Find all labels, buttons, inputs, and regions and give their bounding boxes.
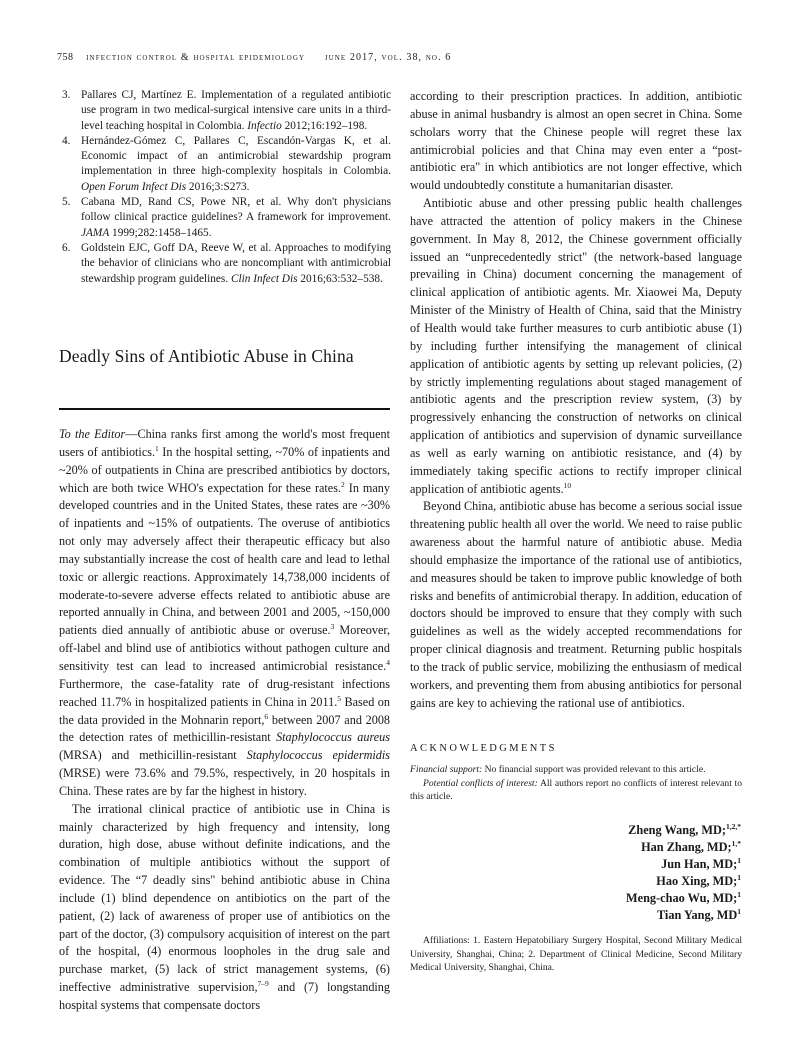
author-item (480, 822, 741, 839)
author-affiliation-sup: 1,2,* (726, 822, 741, 831)
author-list (480, 822, 741, 924)
reference-text: Hernández-Gómez C, Pallares C, Escandón-Vargas K, et al. Economic impact of an antimicrobial stewardship program implementation in three high-complexity hospitals in Colombia. (81, 134, 391, 178)
reference-number: 5. (62, 196, 71, 209)
title-rule-divider (59, 408, 390, 410)
citation-sup: 1 (155, 443, 159, 453)
acknowledgments-heading: ACKNOWLEDGMENTS (410, 743, 557, 754)
reference-item (59, 241, 391, 287)
paragraph-4: Beyond China, antibiotic abuse has become a serious social issue threatening public health all over the world. We need to raise public awareness about the harmful nature of antibiotic abuse. Media should emphasize the importance of the rational use of antibiotics, and measures should be taken to improve public knowledge of both risks and benefits of antimicrobial therapy. In addition, education of doctors should be improved to ensure that they comply with such guidelines as well as the widely accepted recommendations for proper clinical diagnosis and treatment. Returning public hospitals to the track of public service, mobilizing the enthusiasm of medical workers, and preventing them from abusing antibiotics for personal gains are key to achieving the rational use of antibiotics. (410, 499, 742, 710)
article-title: Deadly Sins of Antibiotic Abuse in China (59, 346, 354, 366)
journal-name: infection control & hospital epidemiology (86, 52, 306, 63)
author-name: Zheng Wang, MD; (628, 823, 726, 837)
text: In the hospital setting, ~70% of inpatients and ~20% of outpatients in China are prescribed antibiotics by doctors, which are both twice WHO's expectation for these rates. (59, 444, 390, 495)
financial-support (410, 763, 742, 777)
affiliations: Affiliations: 1. Eastern Hepatobiliary Surgery Hospital, Second Military Medical University, Shanghai, China; 2. Department of Clinical Medicine, Second Military Medical University, Shanghai, China. (410, 935, 742, 974)
reference-journal: JAMA (81, 226, 110, 239)
citation-sup: 2 (341, 479, 345, 489)
author-item (480, 907, 741, 924)
reference-citation: 1999;282:1458–1465. (109, 226, 212, 239)
paragraph-3 (410, 195, 742, 498)
citation-sup: 4 (386, 657, 390, 667)
reference-journal: Infectio (247, 119, 282, 132)
text: Moreover, off-label and blind use of antibiotics without pathogen culture and sensitivity test can lead to increased antimicrobial resistance. (59, 623, 391, 673)
author-name: Tian Yang, MD (656, 908, 738, 922)
conflicts-text: All authors report no conflicts of interest relevant to this article. (410, 777, 742, 803)
text: —China ranks first among the world's most frequent users of antibiotics. (59, 427, 390, 459)
references-section (59, 88, 391, 287)
species-name: Staphylococcus aureus (276, 730, 390, 745)
running-head (57, 52, 757, 63)
author-item (480, 839, 741, 856)
reference-list (59, 88, 391, 287)
conflicts-of-interest (410, 777, 742, 804)
species-name: Staphylococcus epidermidis (246, 748, 390, 763)
reference-item (59, 88, 391, 134)
author-affiliation-sup: 1 (737, 890, 741, 899)
author-item (480, 856, 741, 873)
reference-citation: 2016;63:532–538. (297, 272, 383, 285)
reference-item (59, 134, 391, 195)
page-number: 758 (57, 52, 74, 63)
author-name: Meng-chao Wu, MD; (626, 891, 738, 905)
text: (MRSA) and methicillin-resistant (59, 748, 247, 763)
text: and (7) longstanding hospital systems that compensate doctors (59, 980, 390, 1012)
author-affiliation-sup: 1 (737, 873, 741, 882)
article-body-right (410, 88, 742, 713)
author-item (480, 890, 741, 907)
paragraph-2 (59, 801, 390, 1015)
author-name: Hao Xing, MD; (656, 874, 738, 888)
issue-info: june 2017, vol. 38, no. 6 (324, 52, 452, 63)
paragraph-1 (59, 426, 390, 801)
reference-number: 6. (62, 241, 71, 254)
reference-text: Goldstein EJC, Goff DA, Reeve W, et al. Approaches to modifying the behavior of clinicians who are noncompliant with antimicrobial stewardship program guidelines. (81, 241, 391, 285)
conflicts-label: Potential conflicts of interest: (423, 777, 538, 789)
reference-item (59, 195, 391, 241)
author-affiliation-sup: 1,* (731, 839, 741, 848)
author-item (480, 873, 741, 890)
text: Furthermore, the case-fatality rate of drug-resistant infections reached 11.7% in hospitalized patients in China in 2011. (59, 676, 390, 709)
paragraph-2-continued: according to their prescription practices. In addition, antibiotic abuse in animal husbandry is almost an open secret in China. Some scholars worry that the Chinese people will regret these lax antimicrobial policies and that China may even enter a “post-antibiotic era" in which antibiotics are not longer effective, which would undoubtedly constitute a humanitarian disaster. (410, 89, 742, 193)
reference-number: 3. (62, 89, 71, 101)
citation-sup: 7–9 (257, 979, 269, 989)
text: In many developed countries and in the United States, these rates are ~30% of inpatients and ~15% of outpatients. The overuse of antibiotics not only may adversely affect their therapeutic efficacy but also may substantially increase the cost of health care and lead to lethal toxic or allergic reactions. Approximately 14,738,000 incidents of moderate-to-severe adverse effects related to antibiotic abuse are reported annually in China, and between 2001 and 2005, ~150,000 patients died annually of antibiotic abuse or overuse. (59, 480, 390, 638)
article-body-left (59, 426, 390, 1015)
reference-citation: 2012;16:192–198. (281, 119, 368, 132)
author-affiliation-sup: 1 (737, 856, 741, 865)
author-name: Jun Han, MD; (661, 857, 738, 871)
reference-number: 4. (62, 134, 71, 147)
reference-citation: 2016;3:S273. (186, 180, 250, 193)
text: Based on the data provided in the Mohnarin report, (59, 694, 390, 727)
reference-journal: Open Forum Infect Dis (81, 180, 187, 193)
citation-sup: 3 (330, 622, 335, 632)
author-name: Han Zhang, MD; (641, 840, 732, 854)
reference-text: Pallares CJ, Martínez E. Implementation of a regulated antibiotic use program in two medical-surgical intensive care units in a third-level teaching hospital in Colombia. (81, 89, 391, 132)
author-affiliation-sup: 1 (737, 907, 741, 916)
citation-sup: 6 (264, 711, 269, 721)
text: (MRSE) were 73.6% and 79.5%, respectively, in 20 hospitals in China. These rates are by far the highest in history. (59, 766, 390, 798)
text: between 2007 and 2008 the detection rates of methicillin-resistant (59, 712, 391, 745)
salutation: To the Editor (59, 427, 126, 441)
citation-sup: 10 (563, 480, 572, 490)
reference-text: Cabana MD, Rand CS, Powe NR, et al. Why don't physicians follow clinical practice guidelines? A framework for improvement. (81, 196, 391, 224)
text: Antibiotic abuse and other pressing public health challenges have attracted the attention of policy makers in the Chinese government. In May 8, 2012, the Chinese government officially issued an “unprecedentedly strict" (the network-based language prevailing in China) document concerning the management of clinical application of antibiotic agents. Mr. Xiaowei Ma, Deputy Minister of the Ministry of Health of China, said that the Ministry of Health would take further measures to curb antibiotic abuse (1) by including further intensifying the management of clinical application of antibiotic agents by setting up relevant policies, (2) by strictly implementing regulations about staged management of antibiotic agents and the prescription review system, (3) by progressively enhancing the construction of networks on clinical application of antibiotics and supervision of dynamic surveillance as well as early warning on antibiotic resistance, and (4) by immediately taking specific actions to rectify improper clinical application of antibiotic agents. (410, 196, 742, 496)
reference-journal: Clin Infect Dis (230, 272, 298, 285)
citation-sup: 5 (337, 693, 342, 703)
financial-support-label: Financial support: (410, 764, 483, 775)
text: The irrational clinical practice of antibiotic use in China is mainly characterized by high frequency and intensity, long duration, high dose, abuse without definite indications, and the combination of multiple antibiotics without the support of evidence. The “7 deadly sins" behind antibiotic abuse in China include (1) blind dependence on antibiotics on the part of the patient, (2) lack of awareness of proper use of antibiotics on the part of the doctor, (3) compulsory acquisition of interest on the part of the hospital, (4) enormous loopholes in the drug sale and purchase market, (5) lack of strict management systems, (6) ineffective administrative supervision, (59, 801, 390, 995)
acknowledgments-body (410, 763, 742, 804)
financial-support-text: No financial support was provided relevant to this article. (482, 764, 706, 775)
